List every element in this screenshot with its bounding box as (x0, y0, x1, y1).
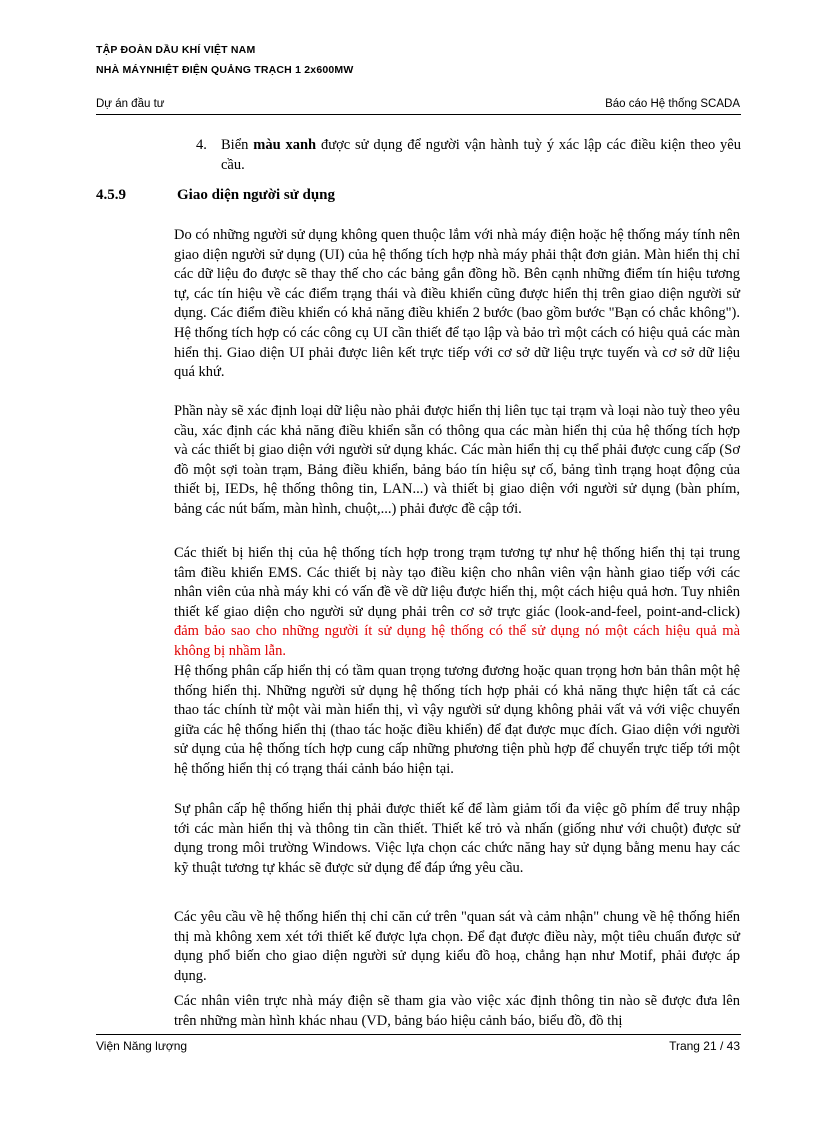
header-rule (96, 114, 741, 115)
paragraph-mixed (174, 544, 740, 662)
paragraph: Sự phân cấp hệ thống hiển thị phải được thiết kế để làm giảm tối đa việc gõ phím để truy nhập tới các màn hiển thị và thông tin cần thiết. Thiết kế trỏ và nhấn (giống như với chuột) được sử dụng trong môi trường Windows. Việc lựa chọn các chức năng hay sử dụng bằng menu hay các kỹ thuật tương tự khác sẽ được sử dụng để đáp ứng yêu cầu. (174, 801, 740, 876)
list-item (196, 135, 741, 175)
plant-name: NHÀ MÁYNHIỆT ĐIỆN QUẢNG TRẠCH 1 2x600MW (96, 64, 354, 76)
paragraph: Các yêu cầu về hệ thống hiển thị chỉ căn cứ trên "quan sát và cảm nhận" chung về hệ thống hiển thị mà không xem xét tới thiết kế được lựa chọn. Để đạt được điều này, một tiêu chuẩn được sử dụng phổ biến cho giao diện người sử dụng kiểu đồ hoạ, chẳng hạn như Motif, phải được áp dụng. (174, 909, 740, 984)
paragraph: Phần này sẽ xác định loại dữ liệu nào phải được hiển thị liên tục tại trạm và loại nào tuỳ theo yêu cầu, xác định các khả năng điều khiển sẵn có thông qua các màn hiển thị của hệ thống tích hợp và các thiết bị giao diện với người sử dụng khác. Các màn hiển thị cụ thể phải được cung cấp (Sơ đồ một sợi toàn trạm, Bảng điều khiển, bảng báo tín hiệu sự cố, bảng tình trạng hoạt động của thiết bị, IEDs, hệ thống thông tin, LAN...) và thiết bị giao diện với người sử dụng (bàn phím, bảng các nút bấm, màn hình, chuột,...) phải được đề cập tới. (174, 403, 740, 517)
paragraph: Hệ thống phân cấp hiển thị có tầm quan trọng tương đương hoặc quan trọng hơn bản thân một hệ thống hiển thị. Những người sử dụng hệ thống tích hợp phải có khả năng thực hiện tất cả các thao tác chính từ một vài màn hiển thị, vì vậy người sử dụng không phải vất vả với việc chuyển giữa các hệ thống hiển thị (thao tác hoặc điều khiển) để đạt được mục đích. Giao diện với người sử dụng của hệ thống tích hợp cung cấp những phương tiện phù hợp để chuyển trực tiếp tới một hệ thống hiển thị có trạng thái cảnh báo hiện tại. (174, 663, 740, 777)
header-left-label: Dự án đầu tư (96, 98, 165, 110)
list-item-number: 4. (196, 137, 207, 153)
paragraph-text: Các thiết bị hiển thị của hệ thống tích hợp trong trạm tương tự như hệ thống hiển thị tại trung tâm điều khiển EMS. Các thiết bị này tạo điều kiện cho nhân viên vận hành giao tiếp với các nhân viên của nhà máy khi có vấn đề về dữ liệu được hiển thị, một cách hiệu quả hơn. Tuy nhiên thiết kế giao diện cho người sử dụng phải trên cơ sở trực giác (look-and-feel, point-and-click) (174, 545, 740, 620)
footer-rule (96, 1034, 741, 1035)
paragraph: Do có những người sử dụng không quen thuộc lắm với nhà máy điện hoặc hệ thống máy tính nên giao diện người sử dụng (UI) của hệ thống tích hợp nhà máy phải thật đơn giản. Màn hiển thị chỉ các dữ liệu đo được sẽ thay thế cho các bảng gắn đồng hồ. Bên cạnh những điểm tín hiệu tương tự, các tín hiệu về các điểm trạng thái và điều khiển cũng được hiển thị trên giao diện người sử dụng. Các điểm điều khiển có khả năng điều khiển 2 bước (bao gồm bước "Bạn có chắc không"). Hệ thống tích hợp có các công cụ UI cần thiết để tạo lập và bảo trì một cách có hiệu quả các màn hiển thị. Giao diện UI phải được liên kết trực tiếp với cơ sở dữ liệu trực tuyến và cơ sở dữ liệu quá khứ. (174, 227, 740, 381)
list-item-text-start: Biển (221, 137, 254, 153)
list-item-text-end: được sử dụng để người vận hành tuỳ ý xác lập các điều kiện theo yêu cầu. (221, 137, 741, 173)
org-name: TẬP ĐOÀN DẦU KHÍ VIỆT NAM (96, 44, 256, 56)
header-right-label: Báo cáo Hệ thống SCADA (605, 98, 740, 110)
section-heading (96, 187, 336, 204)
paragraph: Các nhân viên trực nhà máy điện sẽ tham gia vào việc xác định thông tin nào sẽ được đưa lên trên những màn hình khác nhau (VD, bảng báo hiệu cảnh báo, biểu đồ, đồ thị (174, 993, 740, 1029)
highlighted-text: đảm bảo sao cho những người ít sử dụng hệ thống có thể sử dụng nó một cách hiệu quả mà không bị nhầm lẫn. (174, 623, 740, 659)
section-title: Giao diện người sử dụng (177, 187, 336, 203)
section-number: 4.5.9 (96, 187, 126, 203)
list-item-text (221, 135, 741, 175)
footer-left: Viện Năng lượng (96, 1039, 188, 1053)
page-number: Trang 21 / 43 (669, 1039, 740, 1053)
list-item-bold-text: màu xanh (253, 137, 317, 153)
